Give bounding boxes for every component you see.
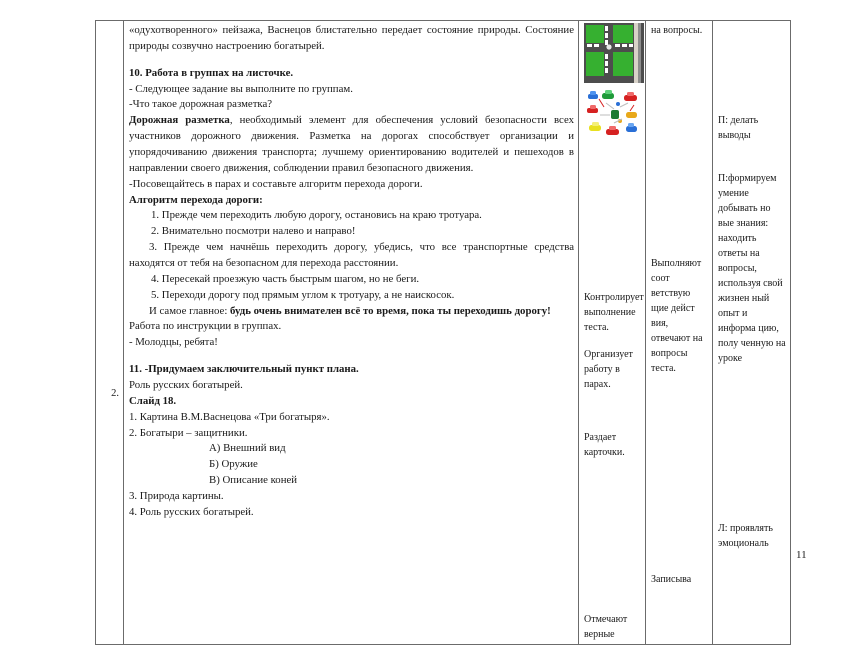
paragraph-question-markings: -Что такое дорожная разметка? <box>129 98 273 111</box>
page-number: 11 <box>796 549 807 561</box>
algorithm-step-3: 3. Прежде чем начнёшь переходить дорогу, убедись, что все транспортные средства находятся от тебя на безопасном для перехода расстоянии. <box>129 241 574 270</box>
road-markings-aerial-image <box>584 23 644 83</box>
term-road-markings-body: , необходимый элемент для обеспечения условий безопасности всех участников дорожного движения. Разметка на дорогах способствует организации и упорядочиванию движения транспорта; лучшему ориентированию водителей и пешеходов в направлении своего движения, соблюдении правил безопасного движения. <box>129 114 575 174</box>
paragraph-role-of-bogatyrs: Роль русских богатырей. <box>129 379 243 392</box>
teacher-block-marks-correct: Отмечают верные <box>584 614 628 640</box>
lesson-content-cell <box>124 21 579 645</box>
plan-item-2: 2. Богатыри – защитники. <box>129 426 248 439</box>
row-number: 2. <box>111 388 119 399</box>
uud-block-new-knowledge: П:формируем умение добывать но вые знания: находить ответы на вопросы, используя свой жизнен ный опыт и информа цию, полу ченную на уроке <box>718 173 786 364</box>
uud-block-emotional: Л: проявлять эмоциональ <box>718 523 773 549</box>
plan-item-2a: А) Внешний вид <box>209 442 286 455</box>
most-important-lead: И самое главное: <box>149 304 231 317</box>
paragraph-well-done: - Молодцы, ребята! <box>129 336 218 349</box>
most-important-bold: будь очень внимателен всё то время, пока ты переходишь дорогу! <box>230 304 551 317</box>
heading-group-work: 10. Работа в группах на листочке. <box>129 66 294 79</box>
paragraph-intro: «одухотворенного» пейзажа, Васнецов блистательно передает состояние природы. Состояние природы созвучно настроению богатырей. <box>129 24 574 52</box>
plan-item-4: 4. Роль русских богатырей. <box>129 505 254 518</box>
algorithm-step-1: 1. Прежде чем переходить любую дорогу, остановись на краю тротуара. <box>151 209 482 222</box>
heading-final-plan-point: 11. -Придумаем заключительный пункт плана. <box>129 363 359 376</box>
uud-cell <box>713 21 791 645</box>
algorithm-step-5: 5. Переходи дорогу под прямым углом к тротуару, а не наискосок. <box>151 288 455 301</box>
paragraph-next-task: - Следующее задание вы выполните по группам. <box>129 82 353 95</box>
table-row <box>96 21 791 645</box>
student-block-write-down: Записыва <box>651 574 692 585</box>
lesson-plan-table <box>95 20 791 645</box>
paragraph-pairs-instruction: -Посовещайтесь в парах и составьте алгоритм перехода дороги. <box>129 177 423 190</box>
teacher-block-controls-test: Контролирует выполнение теста. <box>584 292 644 333</box>
student-activity-cell <box>646 21 713 645</box>
cars-clipart-image <box>584 85 644 145</box>
plan-item-1: 1. Картина В.М.Васнецова «Три богатыря». <box>129 410 330 423</box>
student-block-answer-questions: на вопросы. <box>651 25 703 36</box>
heading-crossing-algorithm: Алгоритм перехода дороги: <box>129 193 263 206</box>
row-number-cell <box>96 21 124 645</box>
plan-item-3: 3. Природа картины. <box>129 490 224 503</box>
teacher-block-organises-pairs: Организует работу в парах. <box>584 349 633 390</box>
student-block-perform-actions: Выполняют соот ветствую щие дейст вия, отвечают на вопросы теста. <box>651 258 703 374</box>
paragraph-work-by-instruction: Работа по инструкции в группах. <box>129 320 282 333</box>
uud-block-draw-conclusions: П: делать выводы <box>718 115 759 141</box>
slide-label: Слайд 18. <box>129 394 177 407</box>
algorithm-step-2: 2. Внимательно посмотри налево и направо! <box>151 225 356 238</box>
paragraph-markings-definition <box>129 113 574 176</box>
algorithm-most-important <box>129 304 574 320</box>
plan-item-2b: Б) Оружие <box>209 458 258 471</box>
term-road-markings: Дорожная разметка <box>129 114 230 127</box>
plan-item-2c: В) Описание коней <box>209 474 298 487</box>
algorithm-step-4: 4. Пересекай проезжую часть быстрым шагом, но не беги. <box>151 272 420 285</box>
teacher-activity-cell <box>579 21 646 645</box>
teacher-block-hands-out-cards: Раздает карточки. <box>584 432 625 458</box>
